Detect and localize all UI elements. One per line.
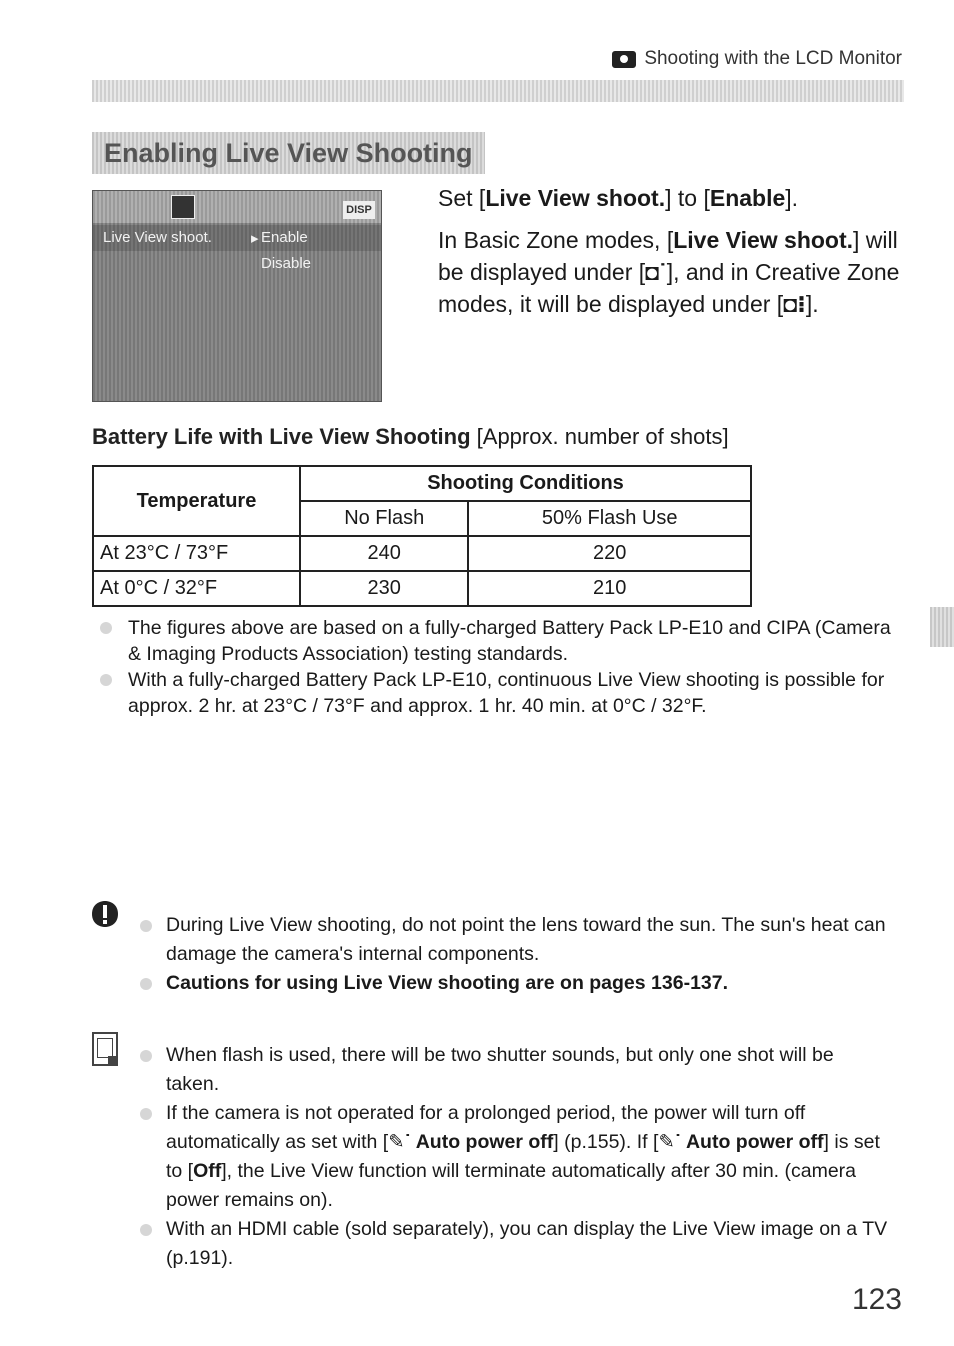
bullet-icon [140, 920, 152, 932]
bullet-icon [140, 1108, 152, 1120]
intro-step: Set [Live View shoot.] to [Enable]. [438, 185, 799, 211]
table-row: At 23°C / 73°F 240 220 [93, 536, 751, 571]
list-item: With an HDMI cable (sold separately), you can display the Live View image on a TV (p.191). [130, 1215, 890, 1273]
bullet-icon [100, 622, 112, 634]
chapter-tab [930, 607, 954, 647]
battery-table [92, 465, 752, 607]
shooting-menu-1-icon: ◘˙ [645, 259, 667, 285]
lcd-option-disable: Disable [261, 255, 312, 272]
section-title: Enabling Live View Shooting [92, 132, 485, 174]
lcd-arrow-icon: ▸ [251, 230, 259, 247]
list-item: If the camera is not operated for a prolonged period, the power will turn off automatically as set with [✎˙ Auto power off] (p.155). If [✎˙ Auto power off] is set to [Off], the Live View function will terminate automatically after 30 min. (camera power remains on). [130, 1099, 890, 1215]
caution-icon [88, 899, 122, 929]
lcd-disp-icon: DISP [343, 201, 375, 219]
camera-icon [612, 51, 636, 68]
battery-heading: Battery Life with Live View Shooting [Approx. number of shots] [92, 424, 729, 449]
shooting-menu-dots-icon: ◘⁝ [783, 291, 806, 317]
col-temperature: Temperature [93, 466, 300, 536]
lcd-menu-label: Live View shoot. [103, 229, 212, 246]
lcd-menu-tabs [93, 191, 381, 223]
bullet-icon [140, 978, 152, 990]
list-item: During Live View shooting, do not point the lens toward the sun. The sun's heat can damage the camera's internal components. [130, 911, 890, 969]
notes-list [92, 615, 892, 719]
col-flash-use: 50% Flash Use [468, 501, 751, 536]
bullet-icon [140, 1224, 152, 1236]
page-number: 123 [851, 1283, 902, 1316]
setup-menu-icon: ✎˙ [388, 1131, 412, 1153]
lcd-option-enable: Enable [261, 229, 308, 246]
header-bar [92, 80, 904, 102]
memo-list [130, 1041, 890, 1273]
lcd-menu-screen [92, 190, 382, 402]
list-item: The figures above are based on a fully-charged Battery Pack LP-E10 and CIPA (Camera & Imaging Products Association) testing standards. [92, 615, 892, 667]
setup-menu-icon: ✎˙ [658, 1131, 682, 1153]
intro-description: In Basic Zone modes, [Live View shoot.] will be displayed under [◘˙], and in Creative Zone modes, it will be displayed under [◘⁝]. [438, 227, 900, 317]
memo-icon [92, 1032, 118, 1066]
bullet-icon [100, 674, 112, 686]
list-item: With a fully-charged Battery Pack LP-E10, continuous Live View shooting is possible for approx. 2 hr. at 23°C / 73°F and approx. 1 hr. 40 min. at 0°C / 32°F. [92, 667, 892, 719]
running-header [612, 48, 902, 70]
table-row: At 0°C / 32°F 230 210 [93, 571, 751, 606]
col-no-flash: No Flash [300, 501, 468, 536]
caution-list [130, 911, 890, 998]
list-item: When flash is used, there will be two shutter sounds, but only one shot will be taken. [130, 1041, 890, 1099]
running-header-title: Shooting with the LCD Monitor [644, 48, 902, 69]
list-item: Cautions for using Live View shooting are on pages 136-137. [130, 969, 890, 998]
intro-text [438, 182, 908, 330]
col-shooting-conditions: Shooting Conditions [300, 466, 751, 501]
bullet-icon [140, 1050, 152, 1062]
lcd-camera-tab-icon [171, 195, 195, 219]
